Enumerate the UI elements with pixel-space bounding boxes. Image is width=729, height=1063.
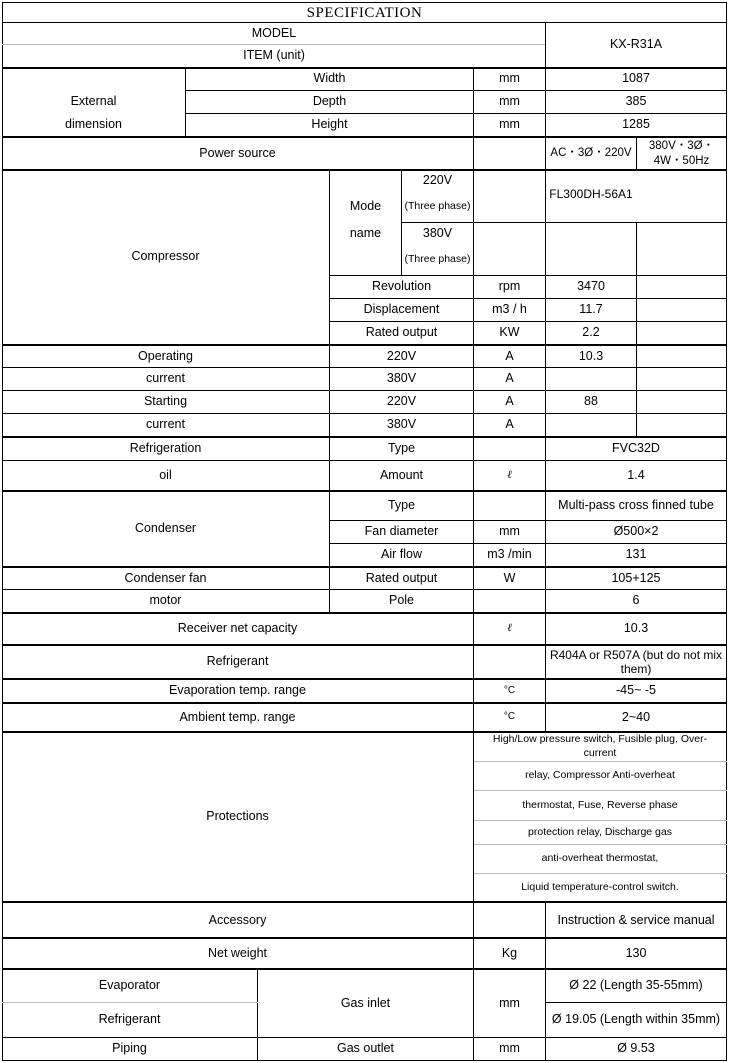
accessory-value: Instruction & service manual: [557, 912, 715, 927]
dimension-label: dimension: [65, 116, 122, 131]
fan-rated-output-value: 105+125: [611, 570, 661, 585]
operating-380v-unit: A: [505, 371, 514, 386]
starting-label: Starting: [143, 394, 188, 409]
operating-220v-value: 10.3: [578, 348, 604, 363]
rule: [2, 901, 727, 903]
compressor-mode-label: Mode: [349, 199, 382, 214]
depth-unit: mm: [499, 94, 520, 109]
rated-output-value: 2.2: [582, 325, 600, 340]
protections-line-3: thermostat, Fuse, Reverse phase: [522, 798, 678, 811]
refrigerant-label: Refrigerant: [206, 654, 269, 669]
power-source-value-1: AC・3Ø・220V: [550, 147, 632, 160]
gas-inlet-value-2: Ø 19.05 (Length within 35mm): [551, 1012, 721, 1027]
starting-220v-value: 88: [584, 394, 598, 409]
fan-diameter-label: Fan diameter: [364, 524, 439, 539]
fan-diameter-unit: mm: [499, 524, 520, 539]
compressor-name-label: name: [349, 226, 382, 241]
condenser-type-label: Type: [387, 498, 416, 513]
starting-380v: 380V: [386, 417, 417, 432]
model-value: KX-R31A: [609, 37, 663, 52]
rule: [636, 222, 637, 345]
net-weight-value: 130: [625, 945, 647, 960]
compressor-220v-phase: (Three phase): [404, 199, 471, 212]
operating-current-label: current: [146, 371, 185, 386]
evap-range-label: Evaporation temp. range: [169, 683, 306, 698]
oil-label-2: oil: [159, 467, 172, 482]
power-source-value-2: 380V・3Ø・4W・50Hz: [648, 140, 715, 167]
gas-inlet-unit: mm: [499, 995, 520, 1010]
displacement-value: 11.7: [579, 302, 603, 317]
operating-220v-unit: A: [505, 348, 514, 363]
revolution-label: Revolution: [371, 279, 432, 294]
net-weight-unit: Kg: [501, 945, 518, 960]
revolution-unit: rpm: [498, 279, 521, 294]
depth-value: 385: [625, 94, 647, 109]
receiver-label: Receiver net capacity: [177, 621, 298, 636]
item-unit-header: ITEM (unit): [243, 48, 305, 63]
displacement-label: Displacement: [363, 302, 440, 317]
fan-diameter-value: Ø500×2: [613, 524, 659, 539]
air-flow-unit: m3 /min: [487, 547, 532, 562]
protections-label: Protections: [206, 809, 269, 824]
piping-label: Piping: [112, 1041, 147, 1056]
page-title: SPECIFICATION: [306, 4, 423, 21]
operating-label: Operating: [138, 348, 193, 363]
pole-value: 6: [632, 593, 640, 608]
net-weight-label: Net weight: [207, 945, 268, 960]
power-source-label: Power source: [199, 145, 276, 160]
accessory-label: Accessory: [208, 912, 267, 927]
rule: [473, 137, 474, 170]
oil-amount-value: 1.4: [627, 467, 645, 482]
piping-refrigerant-label: Refrigerant: [98, 1012, 161, 1027]
gas-outlet-label: Gas outlet: [337, 1041, 394, 1056]
oil-amount-label: Amount: [379, 467, 424, 482]
compressor-380v-phase: (Three phase): [404, 252, 471, 265]
piping-evaporator-label: Evaporator: [98, 978, 161, 993]
gas-inlet-label: Gas inlet: [340, 995, 391, 1010]
rated-output-unit: KW: [499, 325, 520, 340]
starting-220v-unit: A: [505, 394, 514, 409]
rated-output-label: Rated output: [365, 325, 438, 340]
operating-220v: 220V: [386, 348, 417, 363]
displacement-unit: m3 / h: [492, 302, 527, 317]
compressor-label: Compressor: [131, 249, 200, 264]
oil-amount-unit: ℓ: [507, 468, 512, 481]
gas-inlet-value-1: Ø 22 (Length 35-55mm): [569, 978, 703, 993]
pole-label: Pole: [388, 593, 415, 608]
height-unit: mm: [499, 117, 520, 132]
starting-current-label: current: [146, 417, 185, 432]
evap-range-value: -45~ -5: [616, 683, 656, 698]
protections-line-5: anti-overheat thermostat,: [541, 852, 659, 865]
rule: [636, 345, 637, 437]
oil-type-label: Type: [387, 441, 416, 456]
width-value: 1087: [622, 71, 650, 86]
operating-380v: 380V: [386, 371, 417, 386]
compressor-380v: 380V: [422, 225, 453, 240]
external-label: External: [70, 93, 117, 108]
ambient-range-label: Ambient temp. range: [179, 709, 296, 724]
model-header: MODEL: [251, 26, 297, 41]
receiver-value: 10.3: [623, 621, 649, 636]
fan-rated-output-unit: W: [503, 570, 516, 585]
oil-type-value: FVC32D: [612, 441, 660, 456]
protections-line-1: High/Low pressure switch, Fusible plug, Over-current: [492, 733, 708, 759]
air-flow-label: Air flow: [381, 547, 422, 562]
starting-220v: 220V: [386, 394, 417, 409]
width-unit: mm: [499, 71, 520, 86]
width-label: Width: [313, 71, 346, 86]
revolution-value: 3470: [577, 279, 605, 294]
oil-label-1: Refrigeration: [129, 441, 202, 456]
starting-380v-unit: A: [505, 417, 514, 432]
protections-line-4: protection relay, Discharge gas: [528, 825, 672, 838]
condenser-fan-label: Condenser fan: [124, 570, 207, 585]
border-bottom: [2, 1060, 727, 1061]
ambient-range-unit: °C: [503, 711, 516, 723]
air-flow-value: 131: [625, 547, 647, 562]
motor-label: motor: [149, 593, 182, 608]
receiver-unit: ℓ: [507, 622, 512, 635]
condenser-type-value: Multi-pass cross finned tube: [558, 498, 714, 513]
gas-outlet-unit: mm: [499, 1041, 520, 1056]
gas-outlet-value: Ø 9.53: [617, 1041, 655, 1056]
refrigerant-value: R404A or R507A (but do not mix them): [549, 647, 723, 676]
evap-range-unit: °C: [503, 684, 516, 696]
protections-line-6: Liquid temperature-control switch.: [521, 880, 679, 893]
height-label: Height: [311, 117, 348, 132]
height-value: 1285: [622, 117, 650, 132]
compressor-model-220: FL300DH-56A1: [549, 187, 633, 201]
protections-line-2: relay, Compressor Anti-overheat: [525, 769, 675, 782]
depth-label: Depth: [312, 94, 347, 109]
fan-rated-output-label: Rated output: [365, 570, 438, 585]
condenser-label: Condenser: [134, 521, 197, 536]
ambient-range-value: 2~40: [621, 709, 651, 724]
compressor-220v: 220V: [422, 173, 453, 188]
